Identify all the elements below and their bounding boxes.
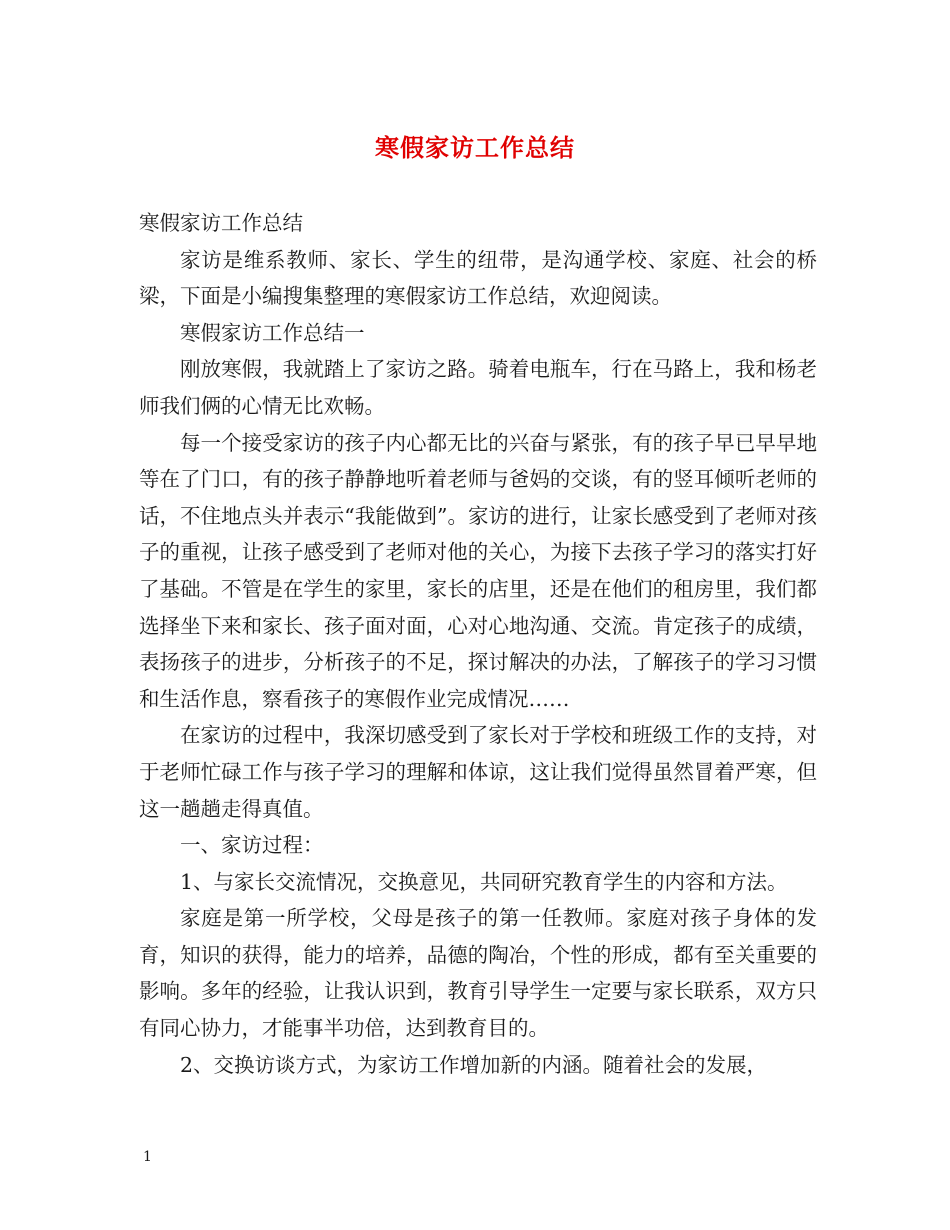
body-paragraph: 刚放寒假，我就踏上了家访之路。骑着电瓶车，行在马路上，我和杨老师我们俩的心情无比欢畅。 <box>139 357 817 418</box>
document-title: 寒假家访工作总结 <box>375 133 575 162</box>
body-paragraph: 2、交换访谈方式，为家访工作增加新的内涵。随着社会的发展， <box>180 1052 768 1077</box>
body-paragraph: 家庭是第一所学校，父母是孩子的第一任教师。家庭对孩子身体的发育，知识的获得，能力的培养，品德的陶冶，个性的形成，都有至关重要的影响。多年的经验，让我认识到，教育引导学生一定要与家长联系，双方只有同心协力，才能事半功倍，达到教育目的。 <box>139 906 817 1041</box>
body-paragraph: 在家访的过程中，我深切感受到了家长对于学校和班级工作的支持，对于老师忙碌工作与孩子学习的理解和体谅，这让我们觉得虽然冒着严寒，但这一趟趟走得真值。 <box>139 723 817 821</box>
section-heading: 一、家访过程： <box>180 833 324 858</box>
page-number: 1 <box>143 1149 152 1165</box>
body-paragraph: 1、与家长交流情况，交换意见，共同研究教育学生的内容和方法。 <box>180 869 788 894</box>
body-paragraph: 寒假家访工作总结一 <box>180 320 365 345</box>
body-paragraph: 家访是维系教师、家长、学生的纽带，是沟通学校、家庭、社会的桥梁，下面是小编搜集整理的寒假家访工作总结，欢迎阅读。 <box>139 247 817 309</box>
document-body <box>139 205 817 1083</box>
body-paragraph: 寒假家访工作总结 <box>139 211 303 235</box>
body-paragraph: 每一个接受家访的孩子内心都无比的兴奋与紧张，有的孩子早已早早地等在了门口，有的孩子静静地听着老师与爸妈的交谈，有的竖耳倾听老师的话，不住地点头并表示“我能做到”。家访的进行，让家长感受到了老师对孩子的重视，让孩子感受到了老师对他的关心，为接下去孩子学习的落实打好了基础。不管是在学生的家里，家长的店里，还是在他们的租房里，我们都选择坐下来和家长、孩子面对面，心对心地沟通、交流。肯定孩子的成绩，表扬孩子的进步，分析孩子的不足，探讨解决的办法，了解孩子的学习习惯和生活作息，察看孩子的寒假作业完成情况…… <box>139 430 817 711</box>
